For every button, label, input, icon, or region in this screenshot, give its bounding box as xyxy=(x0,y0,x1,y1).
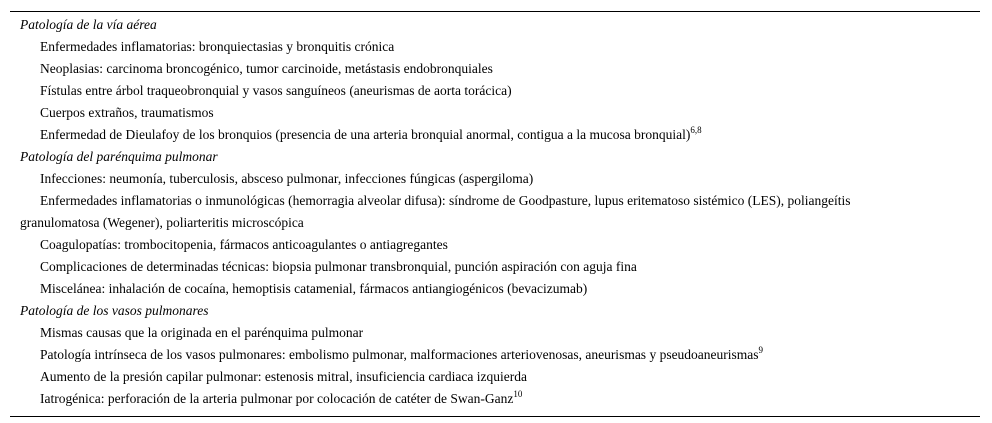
item-text: Iatrogénica: perforación de la arteria pulmonar por colocación de catéter de Swan-Ganz xyxy=(40,391,514,406)
list-item xyxy=(10,234,980,256)
list-item xyxy=(10,36,980,58)
item-text: Coagulopatías: trombocitopenia, fármacos anticoagulantes o antiagregantes xyxy=(40,237,448,252)
list-item xyxy=(10,278,980,300)
reference-superscript: 6,8 xyxy=(690,124,702,135)
item-text: Cuerpos extraños, traumatismos xyxy=(40,105,214,120)
list-item xyxy=(10,80,980,102)
reference-superscript: 10 xyxy=(513,388,523,399)
list-item xyxy=(10,256,980,278)
section-heading: Patología del parénquima pulmonar xyxy=(20,149,218,164)
list-item xyxy=(10,190,980,234)
item-text: Patología intrínseca de los vasos pulmonares: embolismo pulmonar, malformaciones arteriovenosas, aneurismas y pseudoaneurismas xyxy=(40,347,759,362)
item-text: Enfermedades inflamatorias o inmunológicas (hemorragia alveolar difusa): síndrome de Goodpasture, lupus eritematoso sistémico (LES), poliangeítis granulomatosa (Wegener), poliarteritis microscópica xyxy=(20,193,851,230)
item-text: Complicaciones de determinadas técnicas: biopsia pulmonar transbronquial, punción aspiración con aguja fina xyxy=(40,259,637,274)
list-item xyxy=(10,102,980,124)
item-text: Miscelánea: inhalación de cocaína, hemoptisis catamenial, fármacos antiangiogénicos (bevacizumab) xyxy=(40,281,588,296)
item-text: Enfermedad de Dieulafoy de los bronquios (presencia de una arteria bronquial anormal, contigua a la mucosa bronquial) xyxy=(40,127,691,142)
list-item xyxy=(10,366,980,388)
reference-superscript: 9 xyxy=(758,344,764,355)
section-heading: Patología de la vía aérea xyxy=(20,17,157,32)
item-text: Fístulas entre árbol traqueobronquial y vasos sanguíneos (aneurismas de aorta torácica) xyxy=(40,83,512,98)
item-text: Neoplasias: carcinoma broncogénico, tumor carcinoide, metástasis endobronquiales xyxy=(40,61,493,76)
item-text: Mismas causas que la originada en el parénquima pulmonar xyxy=(40,325,364,340)
list-item xyxy=(10,322,980,344)
list-item xyxy=(10,388,980,410)
section-heading: Patología de los vasos pulmonares xyxy=(20,303,209,318)
item-text: Aumento de la presión capilar pulmonar: estenosis mitral, insuficiencia cardiaca izquierda xyxy=(40,369,527,384)
list-item xyxy=(10,168,980,190)
list-item xyxy=(10,124,980,146)
list-item xyxy=(10,344,980,366)
causes-table xyxy=(10,11,980,417)
list-item xyxy=(10,58,980,80)
item-text: Enfermedades inflamatorias: bronquiectasias y bronquitis crónica xyxy=(40,39,395,54)
item-text: Infecciones: neumonía, tuberculosis, absceso pulmonar, infecciones fúngicas (aspergiloma) xyxy=(40,171,534,186)
